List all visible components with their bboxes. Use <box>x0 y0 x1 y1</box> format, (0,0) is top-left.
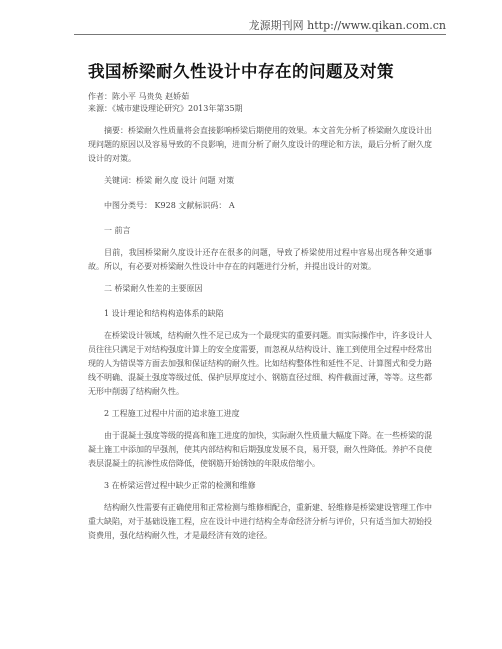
section-heading-causes: 二 桥梁耐久性差的主要原因 <box>104 284 203 293</box>
section-paragraph-maintenance: 结构耐久性需要有正确使用和正常检测与维修相配合，重新建、轻维修是桥梁建设管理工作中重大缺陷，对于基础设施工程，应在设计中进行结构全寿命经济分析与评价，只有适当加大初始投资费用，强化结构耐久性，才是最经济有效的途径。 <box>88 503 432 540</box>
section-heading-construction: 2 工程施工过程中片面的追求施工进度 <box>104 409 240 418</box>
section-heading-intro: 一 前言 <box>104 226 131 235</box>
article-abstract: 摘要：桥梁耐久性质量将会直接影响桥梁后期使用的效果。本文首先分析了桥梁耐久度设计出现问题的原因以及容易导致的不良影响，进而分析了耐久度设计的理论和方法，最后分析了耐久度设计的对策。 <box>88 126 432 163</box>
section-heading-maintenance: 3 在桥梁运营过程中缺少正常的检测和维修 <box>104 481 256 490</box>
article-body <box>88 58 432 543</box>
section-heading-design-theory: 1 设计理论和结构构造体系的缺陷 <box>104 309 224 318</box>
header-site-name: 龙源期刊网 http://www.qikan.com.cn <box>248 19 446 32</box>
section-paragraph-intro: 目前，我国桥梁耐久度设计还存在很多的问题，导致了桥梁使用过程中容易出现各种交通事故。所以，有必要对桥梁耐久性设计中存在的问题进行分析，并提出设计的对策。 <box>88 248 432 271</box>
header-divider <box>74 34 446 35</box>
article-authors: 作者：陈小平 马贵奂 赵娇茹 <box>88 92 190 101</box>
article-keywords: 关键词：桥梁 耐久度 设计 问题 对策 <box>104 176 235 185</box>
article-title: 我国桥梁耐久性设计中存在的问题及对策 <box>88 62 394 81</box>
article-classification: 中图分类号： K928 文献标识码： A <box>104 201 235 210</box>
section-paragraph-design-theory: 在桥梁设计领域，结构耐久性不足已成为一个最现实的重要问题。而实际操作中，许多设计人员往往只满足于对结构强度计算上的安全度需要，而忽视从结构设计、施工到使用全过程中经常出现的人为错误等方面去加强和保证结构的耐久性。比如结构整体性和延性不足、计算图式和受力路线不明确、混凝土强度等级过低、保护层厚度过小、钢筋直径过细、构件截面过薄，等等。这些都无形中削弱了结构耐久性。 <box>88 331 432 396</box>
article-source: 来源：《城市建设理论研究》2013年第35期 <box>88 104 243 113</box>
section-paragraph-construction: 由于混凝土强度等级的提高和施工进度的加快，实际耐久性质量大幅度下降。在一些桥梁的混凝土施工中添加的早强剂，使其内部结构和后期强度发展不良，易开裂，耐久性降低。养护不良使表层混凝土的抗渗性成倍降低，使钢筋开始锈蚀的年限成倍缩小。 <box>88 431 432 468</box>
